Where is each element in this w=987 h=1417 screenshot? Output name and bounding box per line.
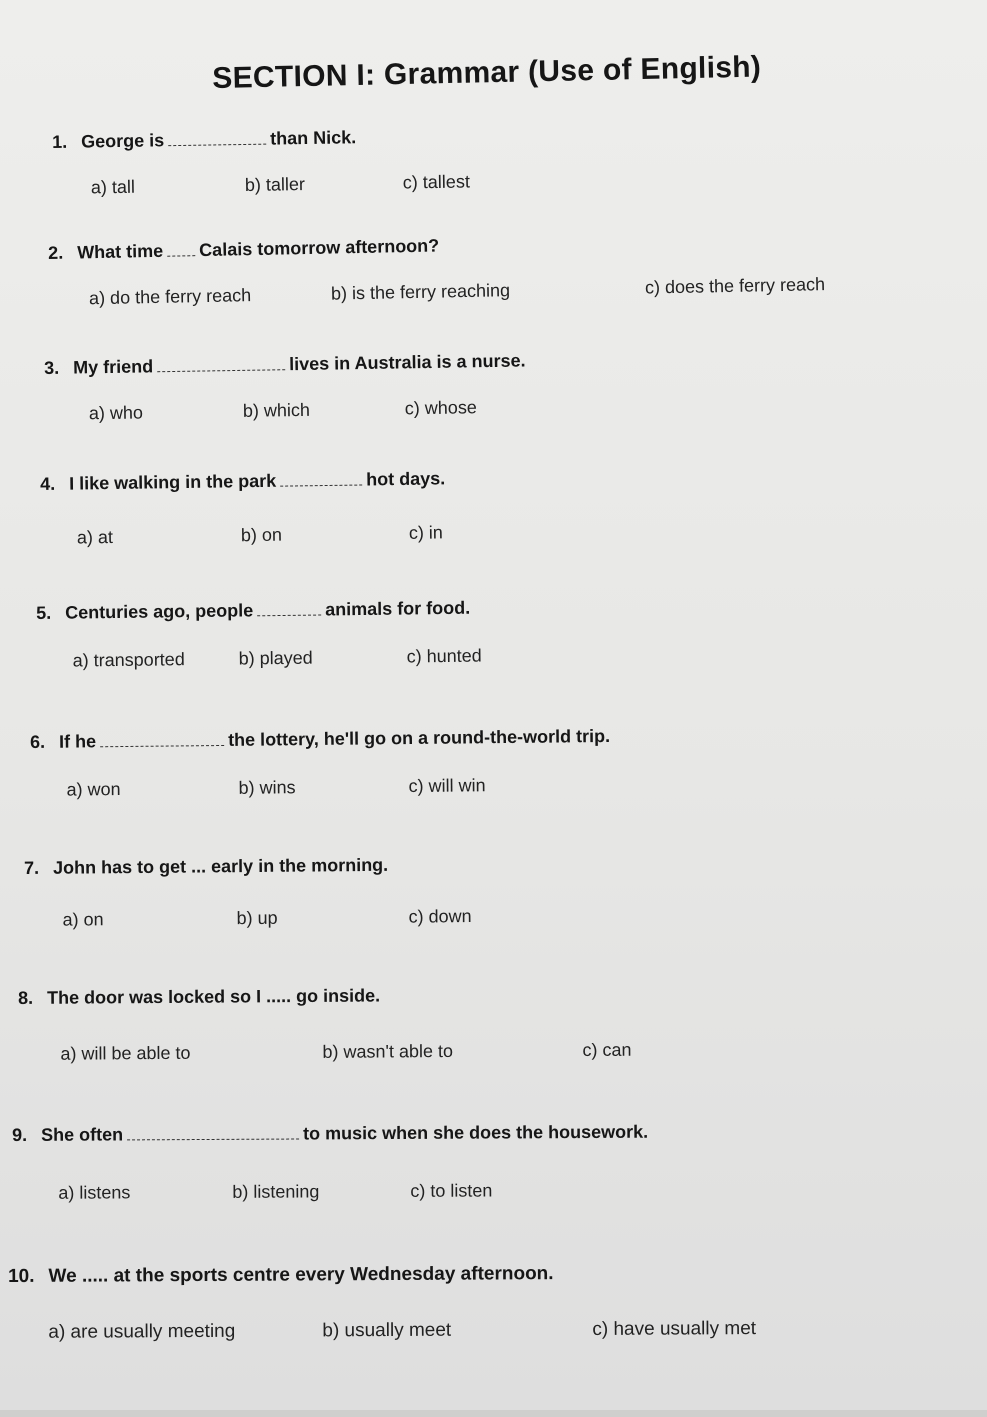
option-c: c) does the ferry reach [644, 274, 826, 298]
option-a: a) do the ferry reach [88, 285, 252, 309]
option-b: b) on [240, 524, 283, 546]
question-number: 2. [48, 242, 64, 263]
section-title: SECTION I: Grammar (Use of English) [212, 50, 762, 95]
option-b: b) up [236, 907, 278, 929]
option-b: b) wins [238, 777, 296, 798]
option-a: a) who [88, 402, 144, 424]
question-text-after: the lottery, he'll go on a round-the-world trip. [228, 725, 611, 750]
question-9-stem [12, 1122, 648, 1146]
question-3-stem [44, 350, 526, 379]
option-c: c) will win [408, 775, 486, 797]
answer-blank [157, 355, 285, 372]
option-a: a) on [62, 909, 104, 930]
question-text-after: animals for food. [325, 597, 471, 620]
question-5-stem [36, 598, 470, 624]
question-text: John has to get ... early in the morning. [53, 854, 389, 878]
question-text-before: George is [81, 130, 165, 152]
option-c: c) have usually met [592, 1318, 757, 1340]
option-b: b) listening [232, 1181, 320, 1202]
option-c: c) can [582, 1039, 632, 1061]
answer-blank [100, 731, 224, 747]
question-number: 6. [30, 731, 46, 752]
answer-blank [257, 601, 321, 617]
question-text-before: My friend [73, 356, 154, 378]
option-c: c) down [408, 906, 472, 927]
option-a: a) are usually meeting [48, 1320, 236, 1343]
option-a: a) listens [58, 1182, 131, 1203]
question-text-after: lives in Australia is a nurse. [289, 350, 526, 375]
question-7-stem [24, 855, 388, 879]
question-text-before: If he [59, 731, 97, 752]
question-number: 4. [40, 473, 56, 494]
option-b: b) taller [244, 174, 306, 195]
question-text-before: She often [41, 1124, 124, 1145]
question-text: The door was locked so I ..... go inside. [47, 985, 381, 1008]
option-b: b) wasn't able to [322, 1040, 454, 1062]
option-a: a) transported [72, 649, 185, 671]
question-4-stem [40, 468, 445, 495]
question-text-after: than Nick. [270, 127, 357, 149]
answer-blank [280, 471, 362, 487]
question-text: We ..... at the sports centre every Wednesday afternoon. [48, 1263, 554, 1287]
option-c: c) hunted [406, 645, 482, 667]
question-8-stem [18, 985, 380, 1009]
option-b: b) which [242, 399, 311, 421]
answer-blank [168, 130, 266, 147]
page-bottom-edge [0, 1410, 987, 1417]
question-number: 8. [18, 987, 34, 1008]
question-text-after: hot days. [366, 468, 446, 490]
question-text-before: What time [77, 240, 164, 263]
question-number: 7. [24, 857, 40, 878]
option-a: a) at [76, 526, 114, 548]
option-c: c) in [408, 522, 444, 543]
question-1-stem [52, 127, 356, 153]
question-6-stem [30, 726, 610, 753]
question-10-stem [8, 1263, 554, 1288]
question-number: 9. [12, 1124, 28, 1145]
question-number: 1. [52, 131, 68, 152]
question-number: 5. [36, 602, 52, 623]
option-c: c) tallest [402, 171, 471, 193]
question-text-before: I like walking in the park [69, 470, 277, 494]
option-a: a) will be able to [60, 1042, 191, 1064]
answer-blank [167, 241, 195, 257]
answer-blank [127, 1124, 299, 1140]
question-text-after: Calais tomorrow afternoon? [199, 235, 440, 261]
option-c: c) whose [404, 397, 478, 419]
option-b: b) usually meet [322, 1319, 452, 1342]
question-number: 10. [8, 1265, 35, 1287]
question-text-after: to music when she does the housework. [303, 1121, 649, 1144]
question-number: 3. [44, 357, 60, 378]
question-2-stem [48, 235, 439, 264]
option-b: b) is the ferry reaching [330, 280, 511, 304]
question-text-before: Centuries ago, people [65, 600, 254, 623]
option-b: b) played [238, 647, 313, 669]
option-a: a) tall [90, 176, 136, 198]
option-c: c) to listen [410, 1180, 493, 1201]
option-a: a) won [66, 779, 121, 800]
